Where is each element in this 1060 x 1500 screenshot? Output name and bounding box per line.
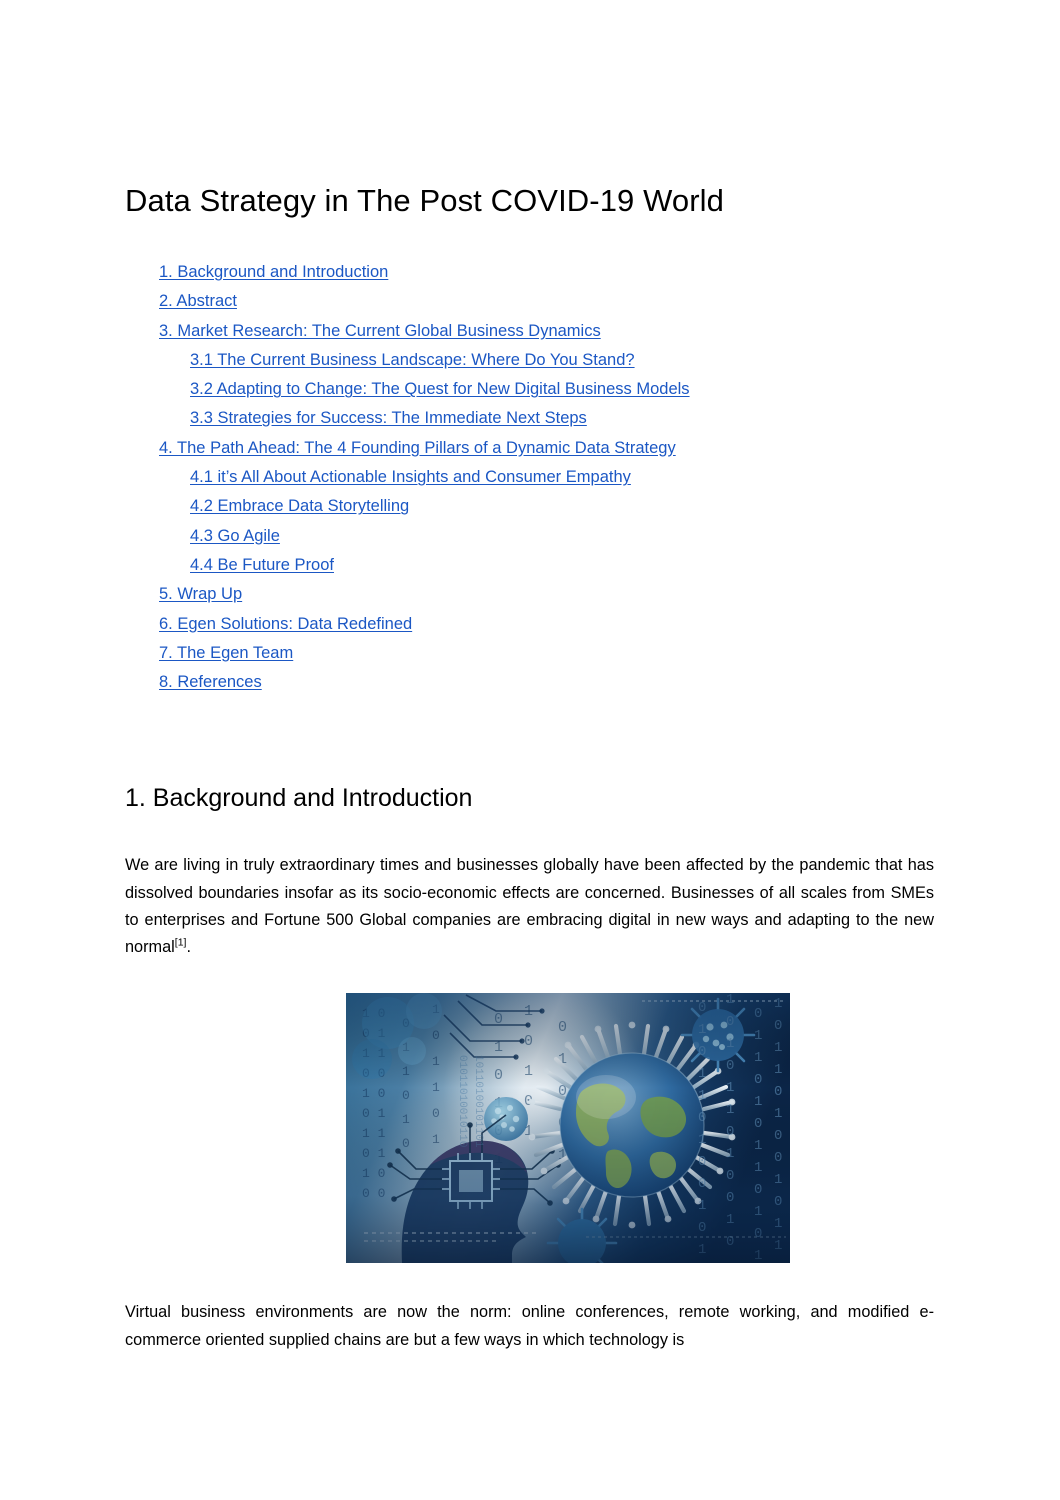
toc-link-4-3[interactable]: 4.3 Go Agile [190,526,280,545]
toc-link-6[interactable]: 6. Egen Solutions: Data Redefined [159,614,413,633]
table-of-contents [159,258,959,697]
paragraph-1-text: We are living in truly extraordinary times and businesses globally have been affected by the pandemic that has dissolved boundaries insofar as its socio-economic effects are concerned. Businesses of all scales from SMEs to enterprises and Fortune 500 Global companies are embracing digital in new ways and adapting to the new normal [125,856,934,956]
toc-link-7[interactable]: 7. The Egen Team [159,643,294,662]
toc-link-4-1[interactable]: 4.1 it’s All About Actionable Insights and Consumer Empathy [190,468,631,487]
page-title: Data Strategy in The Post COVID-19 World [125,182,724,218]
toc-link-5[interactable]: 5. Wrap Up [159,585,243,604]
toc-link-8[interactable]: 8. References [159,673,262,692]
toc-link-4-2[interactable]: 4.2 Embrace Data Storytelling [190,497,410,516]
toc-link-4-4[interactable]: 4.4 Be Future Proof [190,555,334,574]
figure-artwork [346,993,790,1263]
body-paragraph-1 [125,852,934,961]
figure-covid-data-illustration [346,993,790,1263]
paragraph-1-terminator: . [186,937,191,956]
toc-link-3-1[interactable]: 3.1 The Current Business Landscape: Where Do You Stand? [190,350,635,369]
toc-link-3-2[interactable]: 3.2 Adapting to Change: The Quest for New Digital Business Models [190,380,690,399]
body-paragraph-2: Virtual business environments are now the norm: online conferences, remote working, and modified e-commerce oriented supplied chains are but a few ways in which technology is [125,1303,934,1349]
toc-link-4[interactable]: 4. The Path Ahead: The 4 Founding Pillars of a Dynamic Data Strategy [159,438,676,457]
section-heading-background-and-introduction: 1. Background and Introduction [125,783,473,812]
toc-link-3-3[interactable]: 3.3 Strategies for Success: The Immediate Next Steps [190,409,587,428]
toc-link-3[interactable]: 3. Market Research: The Current Global Business Dynamics [159,321,601,340]
toc-link-2[interactable]: 2. Abstract [159,292,237,311]
citation-reference-1[interactable]: [1] [174,936,187,949]
toc-link-1[interactable]: 1. Background and Introduction [159,263,389,281]
